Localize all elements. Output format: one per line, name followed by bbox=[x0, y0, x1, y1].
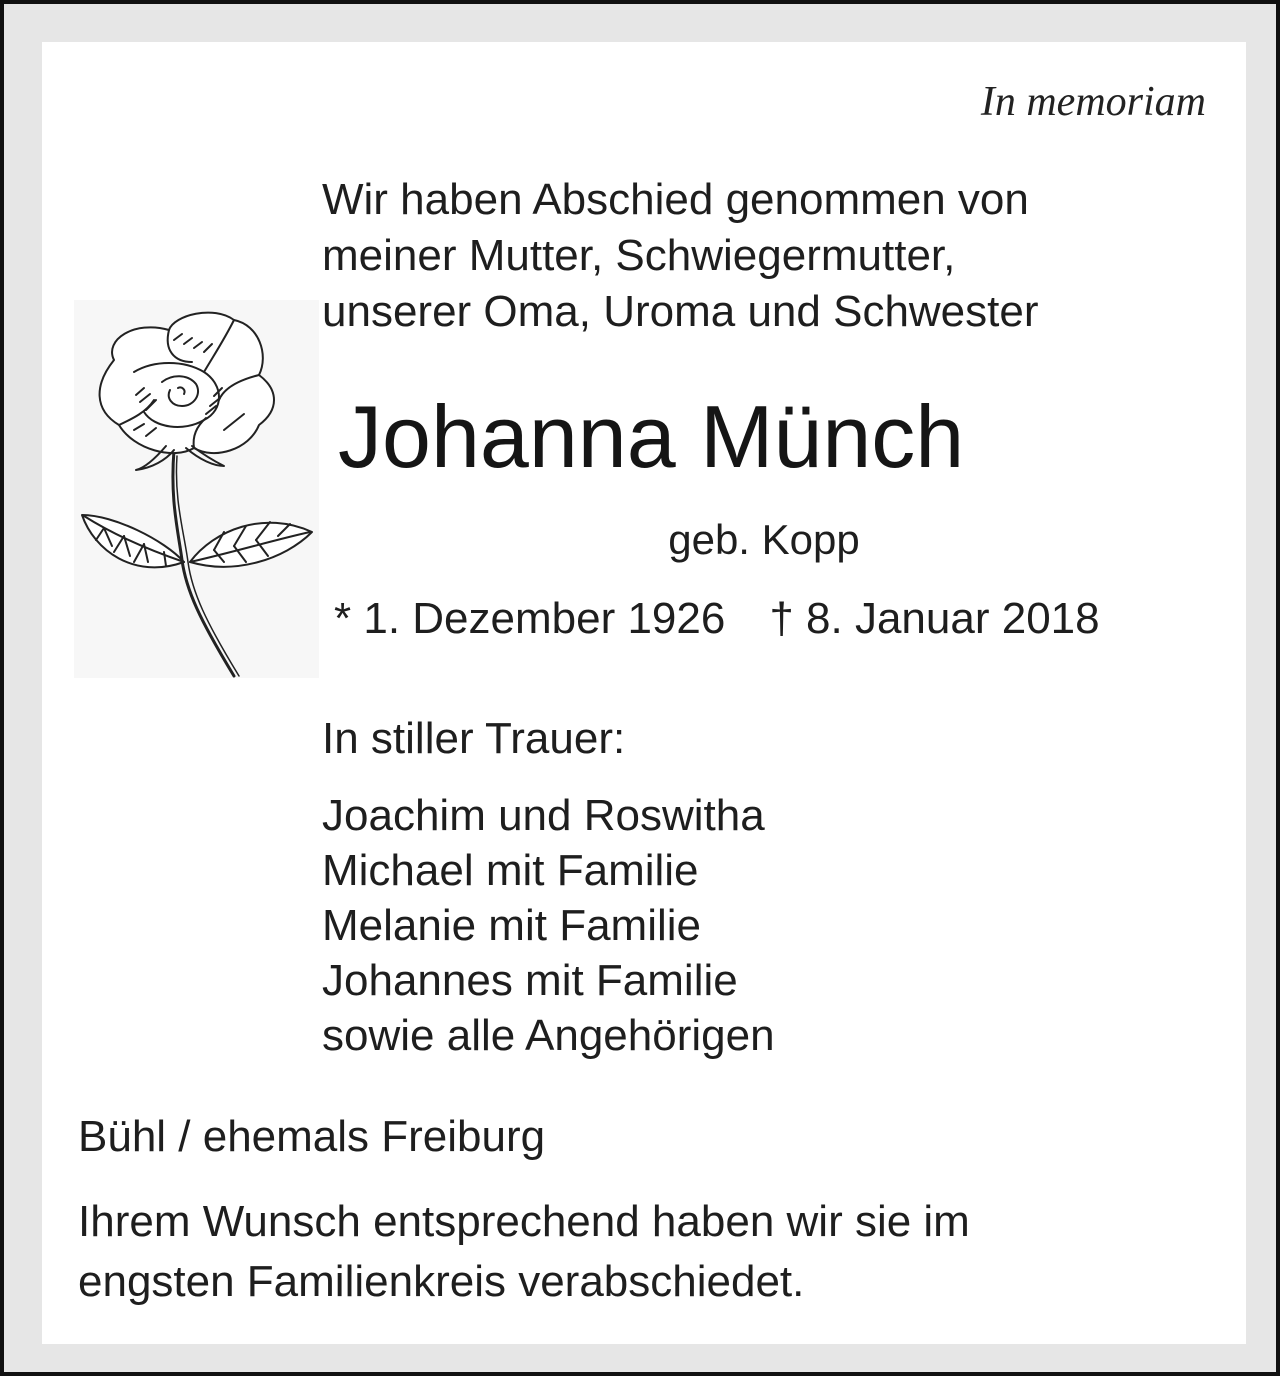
closing-line: Ihrem Wunsch entsprechend haben wir sie im bbox=[78, 1197, 970, 1246]
rose-icon bbox=[74, 300, 319, 678]
closing-line: engsten Familienkreis verabschiedet. bbox=[78, 1257, 805, 1306]
mourner-item: Johannes mit Familie bbox=[322, 956, 738, 1005]
birth-name: geb. Kopp bbox=[668, 516, 860, 563]
mourning-heading: In stiller Trauer: bbox=[322, 714, 626, 763]
mourner-item: sowie alle Angehörigen bbox=[322, 1011, 775, 1060]
birth-date: * 1. Dezember 1926 bbox=[334, 594, 726, 643]
intro-line: Wir haben Abschied genommen von bbox=[322, 175, 1029, 224]
mourner-item: Melanie mit Familie bbox=[322, 901, 701, 950]
mourner-item: Joachim und Roswitha bbox=[322, 791, 765, 840]
intro-line: unserer Oma, Uroma und Schwester bbox=[322, 287, 1039, 336]
death-date: † 8. Januar 2018 bbox=[769, 594, 1100, 643]
intro-line: meiner Mutter, Schwiegermutter, bbox=[322, 231, 956, 280]
life-dates bbox=[334, 594, 1100, 644]
mourner-item: Michael mit Familie bbox=[322, 846, 699, 895]
location-text: Bühl / ehemals Freiburg bbox=[78, 1112, 546, 1161]
intro-text bbox=[322, 172, 1039, 340]
in-memoriam-heading: In memoriam bbox=[980, 79, 1206, 125]
mourners-list bbox=[322, 788, 775, 1063]
obituary-card bbox=[42, 42, 1246, 1344]
deceased-name: Johanna Münch bbox=[338, 387, 965, 486]
closing-text bbox=[78, 1192, 970, 1312]
